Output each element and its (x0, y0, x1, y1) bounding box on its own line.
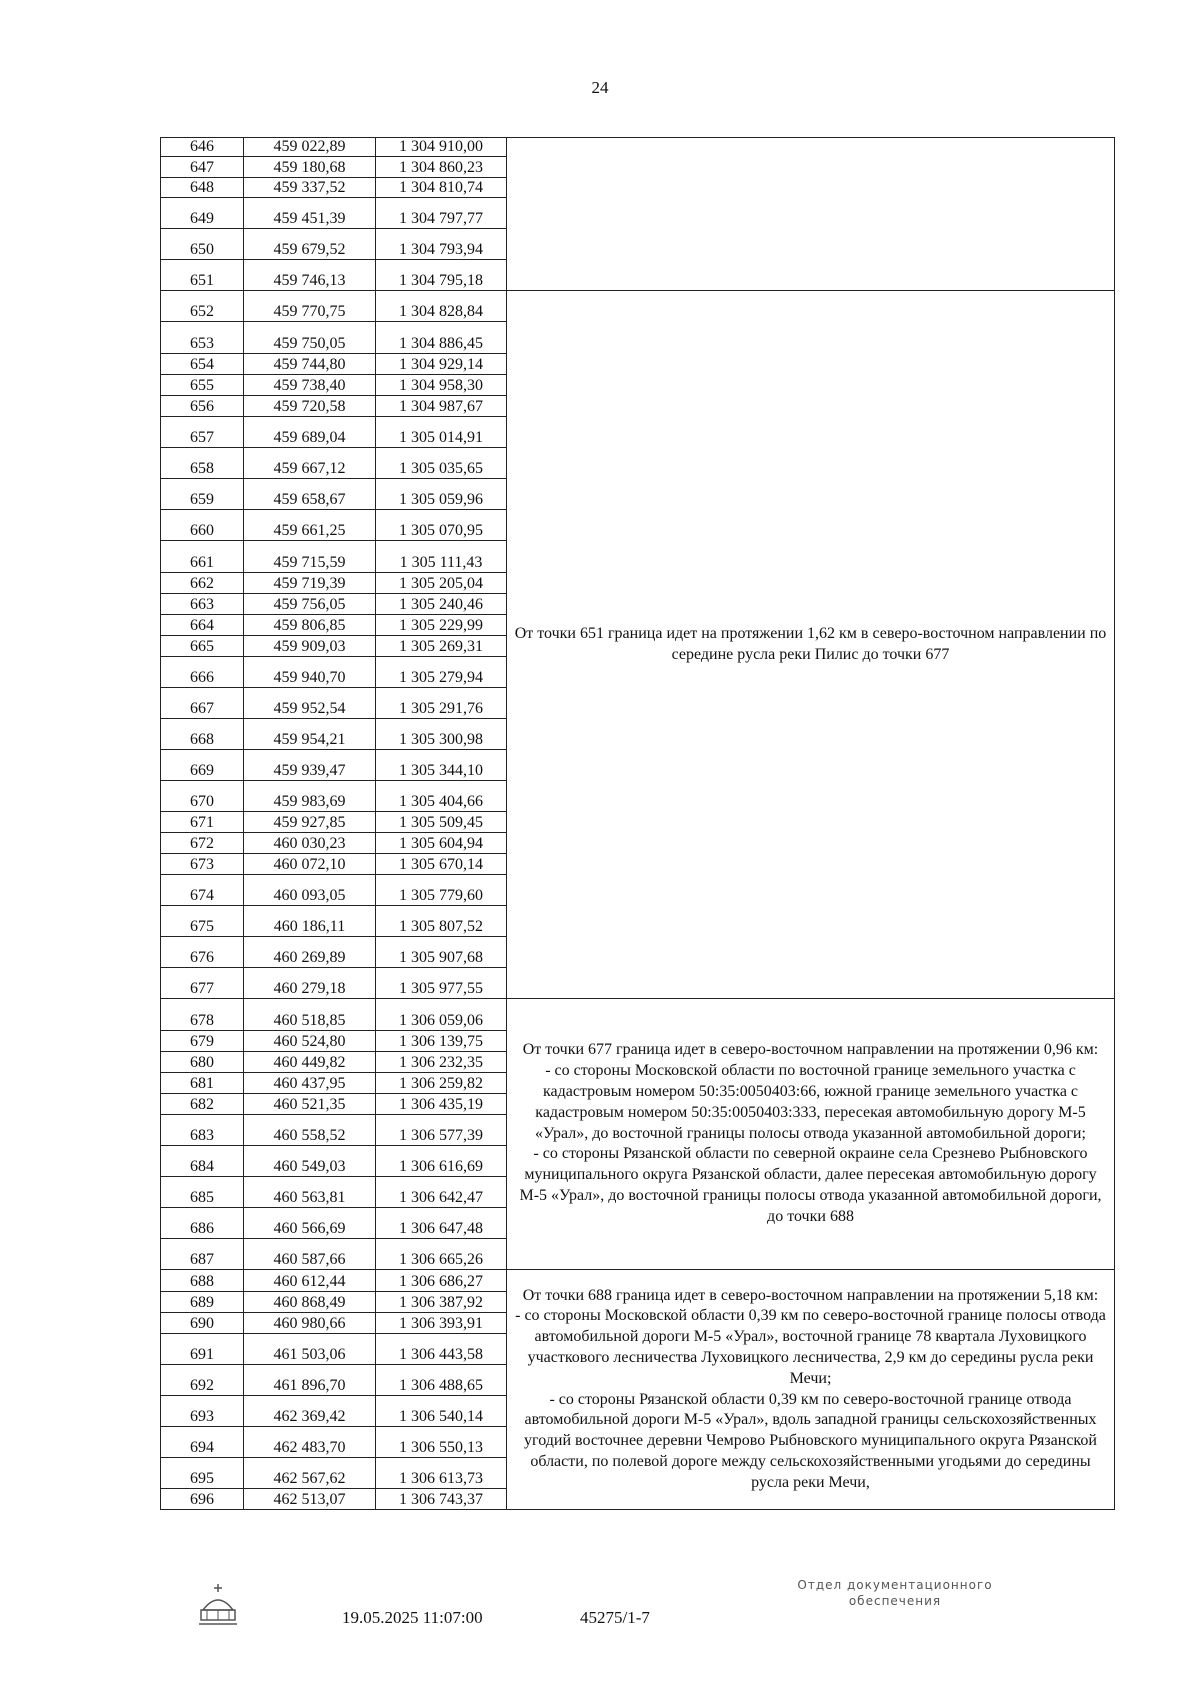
x-coordinate-cell: 460 524,80 (244, 1031, 376, 1052)
footer-code: 45275/1-7 (580, 1608, 650, 1627)
point-number-cell: 657 (161, 417, 244, 448)
y-coordinate-cell: 1 305 907,68 (376, 937, 507, 968)
y-coordinate-cell: 1 306 443,58 (376, 1334, 507, 1365)
department-stamp (760, 1578, 1030, 1609)
point-number-cell: 694 (161, 1427, 244, 1458)
point-number-cell: 675 (161, 906, 244, 937)
x-coordinate-cell: 459 954,21 (244, 719, 376, 750)
x-coordinate-cell: 459 952,54 (244, 688, 376, 719)
table-row (161, 1270, 1115, 1292)
y-coordinate-cell: 1 305 269,31 (376, 636, 507, 657)
point-number-cell: 647 (161, 157, 244, 178)
y-coordinate-cell: 1 305 240,46 (376, 594, 507, 615)
point-number-cell: 649 (161, 198, 244, 229)
point-number-cell: 695 (161, 1458, 244, 1489)
point-number-cell: 659 (161, 479, 244, 510)
x-coordinate-cell: 460 518,85 (244, 999, 376, 1031)
point-number-cell: 677 (161, 968, 244, 999)
x-coordinate-cell: 460 269,89 (244, 937, 376, 968)
point-number-cell: 688 (161, 1270, 244, 1292)
x-coordinate-cell: 460 449,82 (244, 1052, 376, 1073)
point-number-cell: 663 (161, 594, 244, 615)
point-number-cell: 661 (161, 541, 244, 573)
point-number-cell: 665 (161, 636, 244, 657)
point-number-cell: 689 (161, 1292, 244, 1313)
y-coordinate-cell: 1 305 807,52 (376, 906, 507, 937)
x-coordinate-cell: 459 720,58 (244, 396, 376, 417)
x-coordinate-cell: 460 186,11 (244, 906, 376, 937)
x-coordinate-cell: 459 689,04 (244, 417, 376, 448)
x-coordinate-cell: 459 909,03 (244, 636, 376, 657)
table-row (161, 999, 1115, 1031)
y-coordinate-cell: 1 306 488,65 (376, 1365, 507, 1396)
y-coordinate-cell: 1 305 300,98 (376, 719, 507, 750)
point-number-cell: 678 (161, 999, 244, 1031)
footer-date: 19.05.2025 11:07:00 (342, 1608, 483, 1627)
y-coordinate-cell: 1 306 686,27 (376, 1270, 507, 1292)
description-paragraph: - со стороны Рязанской области по северной окраине села Срезнево Рыбновского муниципального округа Рязанской области, далее пересекая автомобильную дорогу М-5 «Урал», до восточной границы полосы отвода указанной автомобильной дороги, до точки 688 (519, 1145, 1102, 1225)
description-paragraph: - со стороны Московской области по восточной границе земельного участка с кадастровым номером 50:35:0050403:66, южной границе земельного участка с кадастровым номером 50:35:0050403:333, пересекая автомобильную дорогу М-5 «Урал», до восточной границы полосы отвода указанной автомобильной дороги; (535, 1062, 1086, 1142)
x-coordinate-cell: 460 072,10 (244, 854, 376, 875)
description-paragraph: От точки 677 граница идет в северо-восточном направлении на протяжении 0,96 км: (522, 1041, 1099, 1059)
x-coordinate-cell: 460 587,66 (244, 1239, 376, 1270)
x-coordinate-cell: 460 279,18 (244, 968, 376, 999)
y-coordinate-cell: 1 306 577,39 (376, 1115, 507, 1146)
y-coordinate-cell: 1 305 279,94 (376, 657, 507, 688)
x-coordinate-cell: 460 868,49 (244, 1292, 376, 1313)
boundary-description-cell (507, 291, 1115, 999)
y-coordinate-cell: 1 305 604,94 (376, 833, 507, 854)
x-coordinate-cell: 459 738,40 (244, 375, 376, 396)
table-row (161, 138, 1115, 157)
y-coordinate-cell: 1 304 860,23 (376, 157, 507, 178)
logo-icon (195, 1580, 241, 1630)
boundary-description-cell (507, 999, 1115, 1270)
y-coordinate-cell: 1 306 616,69 (376, 1146, 507, 1177)
point-number-cell: 682 (161, 1094, 244, 1115)
point-number-cell: 648 (161, 178, 244, 198)
y-coordinate-cell: 1 304 810,74 (376, 178, 507, 198)
y-coordinate-cell: 1 304 795,18 (376, 260, 507, 291)
point-number-cell: 653 (161, 322, 244, 354)
x-coordinate-cell: 460 549,03 (244, 1146, 376, 1177)
y-coordinate-cell: 1 305 059,96 (376, 479, 507, 510)
y-coordinate-cell: 1 306 743,37 (376, 1489, 507, 1510)
point-number-cell: 664 (161, 615, 244, 636)
y-coordinate-cell: 1 306 613,73 (376, 1458, 507, 1489)
y-coordinate-cell: 1 306 435,19 (376, 1094, 507, 1115)
x-coordinate-cell: 462 369,42 (244, 1396, 376, 1427)
y-coordinate-cell: 1 306 387,92 (376, 1292, 507, 1313)
x-coordinate-cell: 460 558,52 (244, 1115, 376, 1146)
point-number-cell: 655 (161, 375, 244, 396)
point-number-cell: 660 (161, 510, 244, 541)
x-coordinate-cell: 460 563,81 (244, 1177, 376, 1208)
point-number-cell: 672 (161, 833, 244, 854)
y-coordinate-cell: 1 305 291,76 (376, 688, 507, 719)
y-coordinate-cell: 1 306 540,14 (376, 1396, 507, 1427)
point-number-cell: 658 (161, 448, 244, 479)
point-number-cell: 650 (161, 229, 244, 260)
y-coordinate-cell: 1 305 404,66 (376, 781, 507, 812)
point-number-cell: 691 (161, 1334, 244, 1365)
description-paragraph: - со стороны Рязанской области 0,39 км по северо-восточной границе отвода автомобильной дороги М-5 «Урал», вдоль западной границы сельскохозяйственных угодий восточнее деревни Чемрово Рыбновского муниципального округа Рязанской области, по полевой дороге между сельскохозяйственными угодьями до середины русла реки Мечи, (524, 1390, 1097, 1491)
y-coordinate-cell: 1 304 793,94 (376, 229, 507, 260)
x-coordinate-cell: 460 030,23 (244, 833, 376, 854)
x-coordinate-cell: 459 940,70 (244, 657, 376, 688)
y-coordinate-cell: 1 306 550,13 (376, 1427, 507, 1458)
point-number-cell: 696 (161, 1489, 244, 1510)
x-coordinate-cell: 459 180,68 (244, 157, 376, 178)
x-coordinate-cell: 459 337,52 (244, 178, 376, 198)
x-coordinate-cell: 459 451,39 (244, 198, 376, 229)
x-coordinate-cell: 461 896,70 (244, 1365, 376, 1396)
x-coordinate-cell: 459 746,13 (244, 260, 376, 291)
y-coordinate-cell: 1 305 509,45 (376, 812, 507, 833)
description-paragraph: - со стороны Московской области 0,39 км по северо-восточной границе полосы отвода автомобильной дороги М-5 «Урал», восточной границе 78 квартала Луховицкого участкового лесничества Луховицкого лесничества, 2,9 км до середины русла реки Мечи; (515, 1307, 1106, 1387)
description-paragraph: От точки 688 граница идет в северо-восточном направлении на протяжении 5,18 км: (522, 1286, 1099, 1304)
coordinates-table (160, 137, 1115, 1510)
y-coordinate-cell: 1 305 111,43 (376, 541, 507, 573)
point-number-cell: 654 (161, 354, 244, 375)
x-coordinate-cell: 459 661,25 (244, 510, 376, 541)
point-number-cell: 680 (161, 1052, 244, 1073)
table-row (161, 291, 1115, 322)
y-coordinate-cell: 1 304 828,84 (376, 291, 507, 322)
y-coordinate-cell: 1 306 232,35 (376, 1052, 507, 1073)
x-coordinate-cell: 460 437,95 (244, 1073, 376, 1094)
y-coordinate-cell: 1 304 886,45 (376, 322, 507, 354)
point-number-cell: 673 (161, 854, 244, 875)
boundary-description-cell (507, 138, 1115, 291)
y-coordinate-cell: 1 306 259,82 (376, 1073, 507, 1094)
point-number-cell: 679 (161, 1031, 244, 1052)
x-coordinate-cell: 462 567,62 (244, 1458, 376, 1489)
point-number-cell: 656 (161, 396, 244, 417)
x-coordinate-cell: 460 093,05 (244, 875, 376, 906)
y-coordinate-cell: 1 306 665,26 (376, 1239, 507, 1270)
x-coordinate-cell: 459 939,47 (244, 750, 376, 781)
point-number-cell: 684 (161, 1146, 244, 1177)
point-number-cell: 671 (161, 812, 244, 833)
y-coordinate-cell: 1 306 059,06 (376, 999, 507, 1031)
x-coordinate-cell: 459 756,05 (244, 594, 376, 615)
x-coordinate-cell: 462 483,70 (244, 1427, 376, 1458)
x-coordinate-cell: 459 927,85 (244, 812, 376, 833)
x-coordinate-cell: 462 513,07 (244, 1489, 376, 1510)
point-number-cell: 670 (161, 781, 244, 812)
y-coordinate-cell: 1 305 779,60 (376, 875, 507, 906)
y-coordinate-cell: 1 306 139,75 (376, 1031, 507, 1052)
x-coordinate-cell: 459 770,75 (244, 291, 376, 322)
point-number-cell: 652 (161, 291, 244, 322)
description-paragraph: От точки 651 граница идет на протяжении 1,62 км в северо-восточном направлении по середине русла реки Пилис до точки 677 (514, 624, 1107, 663)
y-coordinate-cell: 1 304 958,30 (376, 375, 507, 396)
y-coordinate-cell: 1 305 035,65 (376, 448, 507, 479)
point-number-cell: 662 (161, 573, 244, 594)
y-coordinate-cell: 1 305 344,10 (376, 750, 507, 781)
point-number-cell: 666 (161, 657, 244, 688)
y-coordinate-cell: 1 305 014,91 (376, 417, 507, 448)
x-coordinate-cell: 459 750,05 (244, 322, 376, 354)
point-number-cell: 692 (161, 1365, 244, 1396)
y-coordinate-cell: 1 306 393,91 (376, 1313, 507, 1334)
x-coordinate-cell: 461 503,06 (244, 1334, 376, 1365)
x-coordinate-cell: 459 715,59 (244, 541, 376, 573)
page-number: 24 (591, 78, 609, 97)
x-coordinate-cell: 460 521,35 (244, 1094, 376, 1115)
point-number-cell: 667 (161, 688, 244, 719)
y-coordinate-cell: 1 305 205,04 (376, 573, 507, 594)
x-coordinate-cell: 459 983,69 (244, 781, 376, 812)
point-number-cell: 669 (161, 750, 244, 781)
point-number-cell: 674 (161, 875, 244, 906)
x-coordinate-cell: 459 667,12 (244, 448, 376, 479)
point-number-cell: 681 (161, 1073, 244, 1094)
y-coordinate-cell: 1 306 642,47 (376, 1177, 507, 1208)
x-coordinate-cell: 459 679,52 (244, 229, 376, 260)
point-number-cell: 683 (161, 1115, 244, 1146)
y-coordinate-cell: 1 306 647,48 (376, 1208, 507, 1239)
point-number-cell: 686 (161, 1208, 244, 1239)
y-coordinate-cell: 1 304 987,67 (376, 396, 507, 417)
y-coordinate-cell: 1 305 070,95 (376, 510, 507, 541)
y-coordinate-cell: 1 305 670,14 (376, 854, 507, 875)
x-coordinate-cell: 459 744,80 (244, 354, 376, 375)
point-number-cell: 693 (161, 1396, 244, 1427)
x-coordinate-cell: 460 980,66 (244, 1313, 376, 1334)
y-coordinate-cell: 1 304 797,77 (376, 198, 507, 229)
y-coordinate-cell: 1 304 910,00 (376, 138, 507, 157)
point-number-cell: 668 (161, 719, 244, 750)
point-number-cell: 676 (161, 937, 244, 968)
y-coordinate-cell: 1 304 929,14 (376, 354, 507, 375)
x-coordinate-cell: 459 658,67 (244, 479, 376, 510)
x-coordinate-cell: 459 719,39 (244, 573, 376, 594)
y-coordinate-cell: 1 305 229,99 (376, 615, 507, 636)
point-number-cell: 687 (161, 1239, 244, 1270)
x-coordinate-cell: 460 612,44 (244, 1270, 376, 1292)
point-number-cell: 690 (161, 1313, 244, 1334)
point-number-cell: 685 (161, 1177, 244, 1208)
boundary-description-cell (507, 1270, 1115, 1510)
stamp-line-2: обеспечения (848, 1593, 942, 1608)
y-coordinate-cell: 1 305 977,55 (376, 968, 507, 999)
x-coordinate-cell: 459 022,89 (244, 138, 376, 157)
point-number-cell: 651 (161, 260, 244, 291)
point-number-cell: 646 (161, 138, 244, 157)
x-coordinate-cell: 459 806,85 (244, 615, 376, 636)
stamp-line-1: Отдел документационного (797, 1578, 993, 1592)
x-coordinate-cell: 460 566,69 (244, 1208, 376, 1239)
